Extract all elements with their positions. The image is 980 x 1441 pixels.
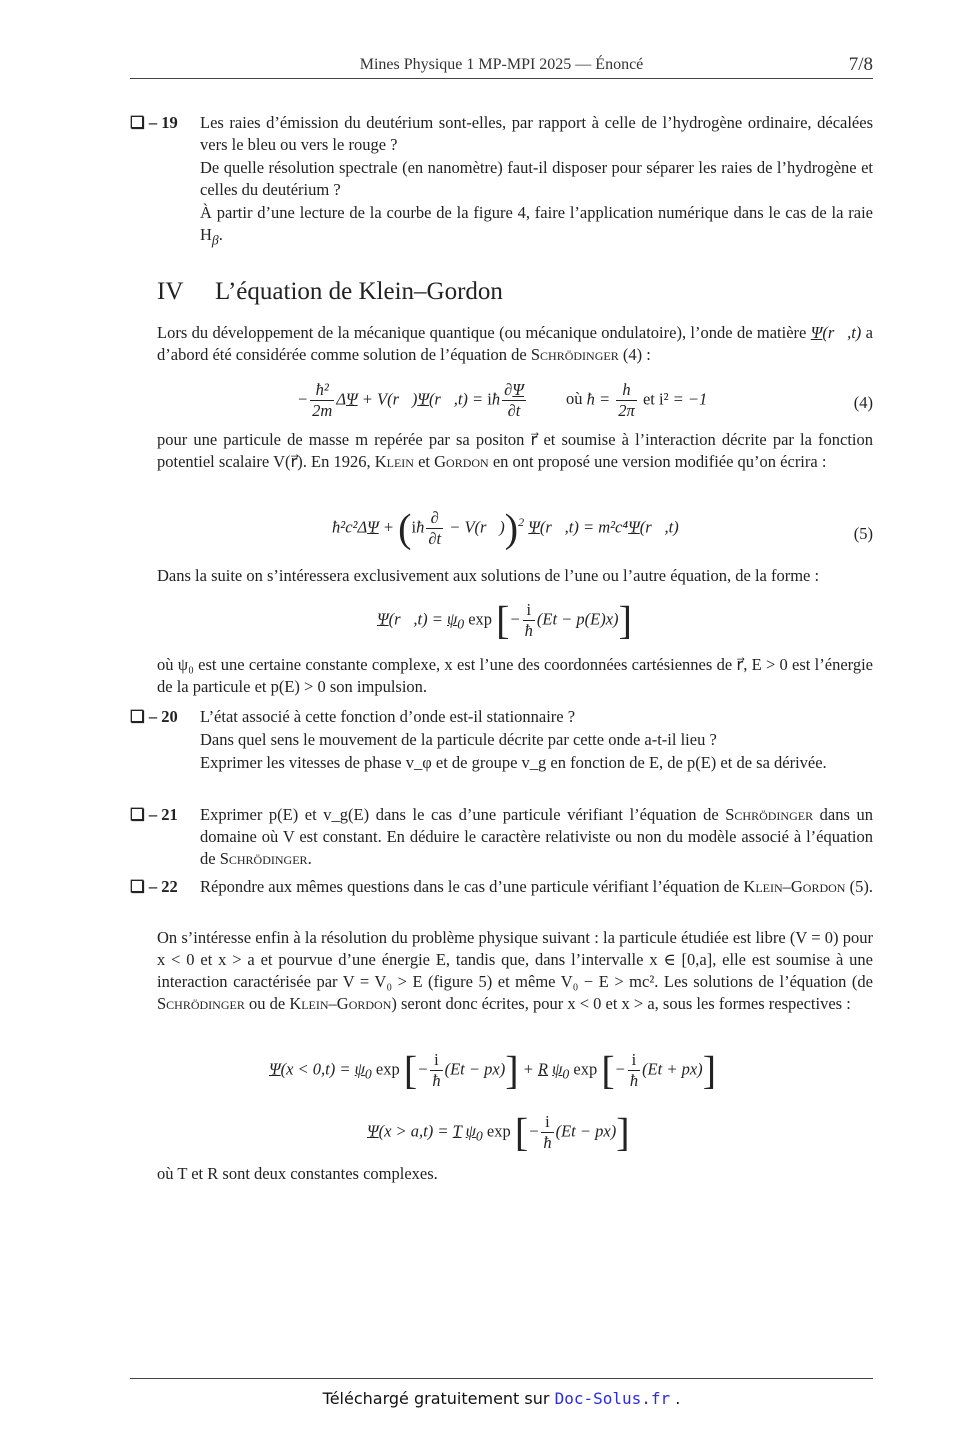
section-number: IV bbox=[157, 278, 184, 305]
page-header bbox=[130, 54, 873, 79]
question-21 bbox=[130, 804, 873, 870]
footer-text: Téléchargé gratuitement sur Doc-Solus.fr . bbox=[322, 1389, 681, 1408]
closing-sentence: où T et R sont deux constantes complexes. bbox=[157, 1164, 438, 1183]
after-solution-paragraph: où ψ₀ est une certaine constante complexe, x est l’une des coordonnées cartésiennes de r⃗, E > 0 est l’énergie de la particule et p(E) > 0 son impulsion. bbox=[157, 655, 873, 696]
question-21-label: ❏ – 21 bbox=[130, 805, 178, 824]
solution-form-paragraph: Dans la suite on s’intéressera exclusivement aux solutions de l’une ou l’autre équation, de la forme : bbox=[157, 566, 820, 585]
question-22-label: ❏ – 22 bbox=[130, 877, 178, 896]
q20-text-2: Dans quel sens le mouvement de la particule décrite par cette onde a-t-il lieu ? bbox=[200, 730, 717, 749]
intro-paragraph: Lors du développement de la mécanique quantique (ou mécanique ondulatoire), l’onde de matière Ψ(r⃗,t) a d’abord été considérée comme solution de l’équation de Schrödinger (4) : bbox=[157, 323, 874, 364]
q20-text-1: L’état associé à cette fonction d’onde est-il stationnaire ? bbox=[200, 707, 576, 726]
q19-text-2: De quelle résolution spectrale (en nanomètre) faut-il disposer pour séparer les raies de l’hydrogène et celles du deutérium ? bbox=[200, 158, 873, 199]
q21-text: Exprimer p(E) et v_g(E) dans le cas d’une particule vérifiant l’équation de Schrödinger dans un domaine où V est constant. En déduire le caractère relativiste ou non du modèle associé à l’équation de Schrödinger. bbox=[200, 805, 874, 868]
equation-left-region: $\Psi(x < 0,t) = \psi_0$ exp [− $\frac{i}{ħ}$ (Et − px)] + R $\psi_0$ exp [− $\frac{i}{ħ}$ (Et + px)] bbox=[269, 1047, 717, 1093]
page-number: 7/8 bbox=[848, 54, 873, 75]
q20-text-3: Exprimer les vitesses de phase v_φ et de groupe v_g en fonction de E, de p(E) et de sa dérivée. bbox=[200, 753, 827, 772]
after-eq4-paragraph: pour une particule de masse m repérée par sa positon r⃗ et soumise à l’interaction décrite par la fonction potentiel scalaire V(r⃗). En 1926, Klein et Gordon en ont proposé une version modifiée qu’on écrira : bbox=[157, 430, 873, 471]
equation-4-number: (4) bbox=[853, 393, 873, 412]
q22-text: Répondre aux mêmes questions dans le cas d’une particule vérifiant l’équation de Klein–Gordon (5). bbox=[200, 877, 873, 896]
solution-form-equation: Ψ(r⃗,t) = $\psi_0$ exp [− $\frac{i}{ħ}$ (Et − p(E)x)] bbox=[377, 597, 632, 643]
question-22 bbox=[130, 876, 873, 898]
final-paragraph: On s’intéresse enfin à la résolution du problème physique suivant : la particule étudiée est libre (V = 0) pour x < 0 et x > a et pourvue d’une énergie E, tandis que, dans l’intervalle x ∈ [0,a], elle est soumise à une interaction caractérisée par V = V₀ > E (figure 5) et même V₀ − E > mc². Les solutions de l’équation (de Schrödinger ou de Klein–Gordon) seront donc écrites, pour x < 0 et x > a, sous les formes respectives : bbox=[157, 928, 873, 1013]
equation-5-number: (5) bbox=[853, 524, 873, 543]
section-heading bbox=[157, 278, 503, 306]
doc-solus-link[interactable]: Doc-Solus.fr bbox=[554, 1389, 671, 1408]
header-title: Mines Physique 1 MP-MPI 2025 — Énoncé bbox=[359, 56, 644, 73]
question-19-label: ❏ – 19 bbox=[130, 113, 178, 132]
q19-text-3: À partir d’une lecture de la courbe de la figure 4, faire l’application numérique dans le cas de la raie $H_\beta$. bbox=[200, 203, 873, 248]
question-19 bbox=[130, 112, 873, 252]
section-title: L’équation de Klein–Gordon bbox=[215, 278, 503, 305]
question-20-label: ❏ – 20 bbox=[130, 707, 178, 726]
equation-5: ħ²c²ΔΨ + (iħ $\frac{\partial}{\partial t}$ − V(r⃗))$^2$ Ψ(r⃗,t) = m²c⁴Ψ(r⃗,t) (5) bbox=[332, 505, 873, 551]
page-footer bbox=[130, 1378, 873, 1408]
q19-text-1: Les raies d’émission du deutérium sont-elles, par rapport à celle de l’hydrogène ordinaire, décalées vers le bleu ou vers le rouge ? bbox=[200, 113, 873, 154]
equation-right-region: Ψ(x > a,t) = T $\psi_0$ exp [− $\frac{i}{ħ}$ (Et − px)] bbox=[367, 1109, 630, 1155]
equation-4: − $\frac{\text{ħ²}}{2m}$ ΔΨ + V(r⃗)Ψ(r⃗,t) = iħ $\frac{\partial\Psi}{\partial t}$ où ħ = $\frac{h}{2\pi}$ et i² = −1 (4) bbox=[297, 380, 873, 420]
question-20 bbox=[130, 706, 873, 775]
